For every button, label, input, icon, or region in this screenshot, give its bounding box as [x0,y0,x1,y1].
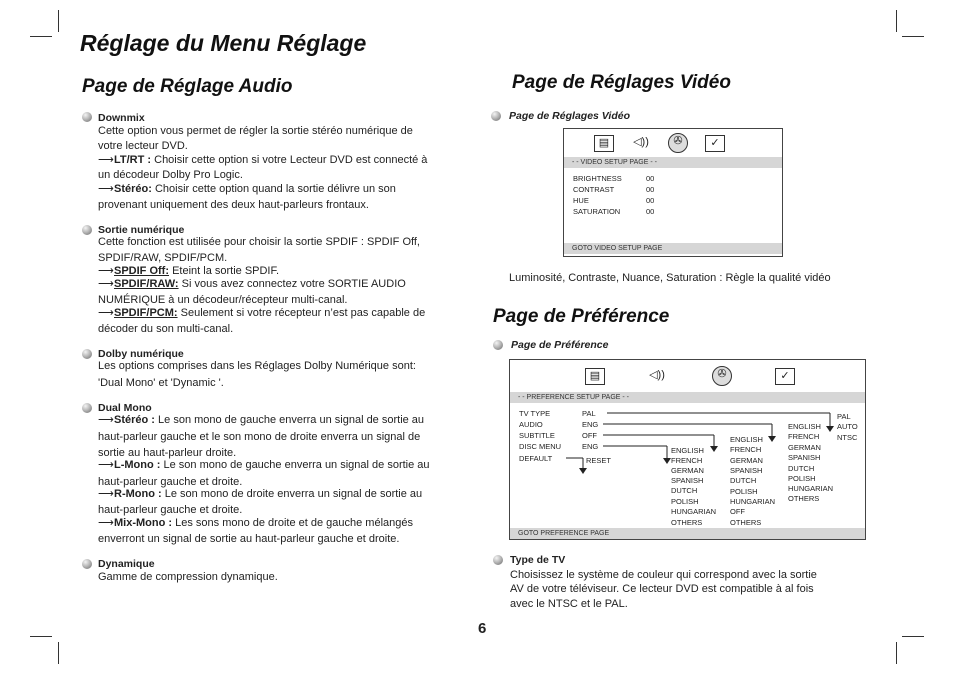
dualmono-mix-cont: enverront un signal de sortie au haut-parleur gauche et droite. [98,533,400,545]
disc-option: FRENCH [671,456,703,465]
preference-setup-screen [509,359,866,540]
arrow-right-icon: ⟶ [98,459,114,471]
audio-option: POLISH [788,474,816,483]
speaker-icon: ◁)) [631,135,651,152]
subtitle-option: FRENCH [730,445,762,454]
speaker-icon: ◁)) [647,368,667,385]
audio-option: FRENCH [788,432,820,441]
audio-option: GERMAN [788,443,821,452]
dynamic-title: Dynamique [98,558,155,570]
audio-heading: Page de Réglage Audio [82,76,293,97]
pref-row-value: ENG [582,420,599,429]
preference-sub-label: Page de Préférence [511,339,609,351]
downmix-ltrt-cont: un décodeur Dolby Pro Logic. [98,169,243,181]
tvtype-line: Choisissez le système de couleur qui correspond avec la sortie [510,569,817,581]
crop-mark [30,636,52,637]
arrow-right-icon: ⟶ [98,278,114,290]
film-reel-icon: ✇ [668,133,688,153]
dualmono-mix: ⟶Mix-Mono : Les sons mono de droite et de gauche mélangés [98,517,413,529]
subtitle-option: OTHERS [730,518,762,527]
video-row-value: 00 [646,207,655,216]
video-heading: Page de Réglages Vidéo [512,72,731,93]
pref-row-label: DISC MENU [519,442,562,451]
crop-mark [58,10,59,32]
spdif-pcm-cont: décoder du son multi-canal. [98,323,234,335]
pref-row-label: AUDIO [519,420,543,429]
bullet-icon [82,559,92,569]
arrow-right-icon: ⟶ [98,154,114,166]
bullet-icon [491,111,501,121]
audio-option: OTHERS [788,494,820,503]
downmix-ltrt: ⟶LT/RT : Choisir cette option si votre Lecteur DVD est connecté à [98,154,428,166]
bullet-icon [82,349,92,359]
dualmono-stereo-cont: sortie au haut-parleur droite. [98,447,237,459]
bullet-icon [493,555,503,565]
video-caption: Luminosité, Contraste, Nuance, Saturation : Règle la qualité vidéo [509,272,831,284]
tvtype-title: Type de TV [510,554,566,566]
video-setup-screen [563,128,783,257]
bullet-icon [82,225,92,235]
disc-option: GERMAN [671,466,704,475]
video-row-value: 00 [646,174,655,183]
downmix-line: votre lecteur DVD. [98,140,188,152]
dualmono-stereo: ⟶Stéréo : Le son mono de gauche enverra un signal de sortie au [98,414,425,426]
crop-mark [896,642,897,664]
video-row-value: 00 [646,185,655,194]
downmix-stereo-cont: provenant uniquement des deux haut-parleurs frontaux. [98,199,369,211]
pref-row-value: PAL [582,409,596,418]
bullet-icon [82,403,92,413]
audio-option: HUNGARIAN [788,484,834,493]
video-row-label: HUE [573,196,589,205]
audio-option: SPANISH [788,453,821,462]
pref-row-value: OFF [582,431,597,440]
dynamic-line: Gamme de compression dynamique. [98,571,278,583]
crop-mark [902,636,924,637]
dualmono-title: Dual Mono [98,402,152,414]
arrow-right-icon: ⟶ [98,183,114,195]
arrow-right-icon: ⟶ [98,488,114,500]
preference-screen-bar: - - PREFERENCE SETUP PAGE - - [510,392,865,403]
disc-option: OTHERS [671,518,703,527]
tv-option: AUTO [837,422,858,431]
subtitle-option: DUTCH [730,476,757,485]
crop-mark [58,642,59,664]
pref-row-label: TV TYPE [519,409,551,418]
arrow-right-icon: ⟶ [98,517,114,529]
crop-mark [902,36,924,37]
page-number: 6 [478,620,487,637]
subtitle-option: SPANISH [730,466,763,475]
spdif-line: SPDIF/RAW, SPDIF/PCM. [98,252,228,264]
video-row-value: 00 [646,196,655,205]
crop-mark [896,10,897,32]
page-title: Réglage du Menu Réglage [80,30,367,56]
dualmono-lmono: ⟶L-Mono : Le son mono de gauche enverra un signal de sortie au [98,459,430,471]
spdif-off: ⟶SPDIF Off: Eteint la sortie SPDIF. [98,265,280,277]
downmix-title: Downmix [98,112,145,124]
downmix-line: Cette option vous permet de régler la sortie stéréo numérique de [98,125,413,137]
video-screen-bar: - - VIDEO SETUP PAGE - - [564,157,782,168]
disc-option: SPANISH [671,476,704,485]
arrow-right-icon: ⟶ [98,265,114,277]
spdif-raw: ⟶SPDIF/RAW: Si vous avez connectez votre SORTIE AUDIO [98,278,406,290]
preference-icon: ✓ [705,135,725,152]
dualmono-rmono-cont: haut-parleur gauche et droite. [98,504,243,516]
pref-row-value: RESET [586,456,612,465]
dolby-line: 'Dual Mono' et 'Dynamic '. [98,377,224,389]
video-row-label: CONTRAST [573,185,615,194]
film-reel-icon: ✇ [712,366,732,386]
disc-option: DUTCH [671,486,698,495]
audio-option: DUTCH [788,464,815,473]
preference-heading: Page de Préférence [493,306,670,327]
disc-option: POLISH [671,497,699,506]
disc-option: HUNGARIAN [671,507,717,516]
bullet-icon [82,112,92,122]
video-row-label: SATURATION [573,207,621,216]
subtitle-option: GERMAN [730,456,763,465]
general-setup-icon: ▤ [594,135,614,152]
dualmono-stereo-cont: haut-parleur gauche et le son mono de droite enverra un signal de [98,431,421,443]
dolby-title: Dolby numérique [98,348,184,360]
video-screen-footer: GOTO VIDEO SETUP PAGE [564,243,782,254]
spdif-title: Sortie numérique [98,224,185,236]
dualmono-rmono: ⟶R-Mono : Le son mono de droite enverra un signal de sortie au [98,488,423,500]
bullet-icon [493,340,503,350]
pref-row-value: ENG [582,442,599,451]
arrow-right-icon: ⟶ [98,307,114,319]
tvtype-line: AV de votre téléviseur. Ce lecteur DVD est compatible à al fois [510,583,814,595]
preference-screen-footer: GOTO PREFERENCE PAGE [510,528,865,539]
tv-option: NTSC [837,433,858,442]
tvtype-line: avec le NTSC et le PAL. [510,598,628,610]
subtitle-option: HUNGARIAN [730,497,776,506]
subtitle-option: POLISH [730,487,758,496]
audio-option: ENGLISH [788,422,821,431]
pref-row-label: SUBTITLE [519,431,555,440]
subtitle-option: ENGLISH [730,435,763,444]
spdif-raw-cont: NUMÉRIQUE à un décodeur/récepteur multi-canal. [98,294,348,306]
spdif-pcm: ⟶SPDIF/PCM: Seulement si votre récepteur n’est pas capable de [98,307,426,319]
downmix-stereo: ⟶Stéréo: Choisir cette option quand la sortie délivre un son [98,183,396,195]
video-row-label: BRIGHTNESS [573,174,622,183]
disc-option: ENGLISH [671,446,704,455]
general-setup-icon: ▤ [585,368,605,385]
tv-option: PAL [837,412,851,421]
pref-row-label: DEFAULT [519,454,553,463]
arrow-right-icon: ⟶ [98,414,114,426]
spdif-line: Cette fonction est utilisée pour choisir la sortie SPDIF : SPDIF Off, [98,236,420,248]
video-sub-label: Page de Réglages Vidéo [509,110,630,122]
crop-mark [30,36,52,37]
dolby-line: Les options comprises dans les Réglages Dolby Numérique sont: [98,360,416,372]
dualmono-lmono-cont: haut-parleur gauche et droite. [98,476,243,488]
subtitle-option: OFF [730,507,745,516]
preference-icon: ✓ [775,368,795,385]
